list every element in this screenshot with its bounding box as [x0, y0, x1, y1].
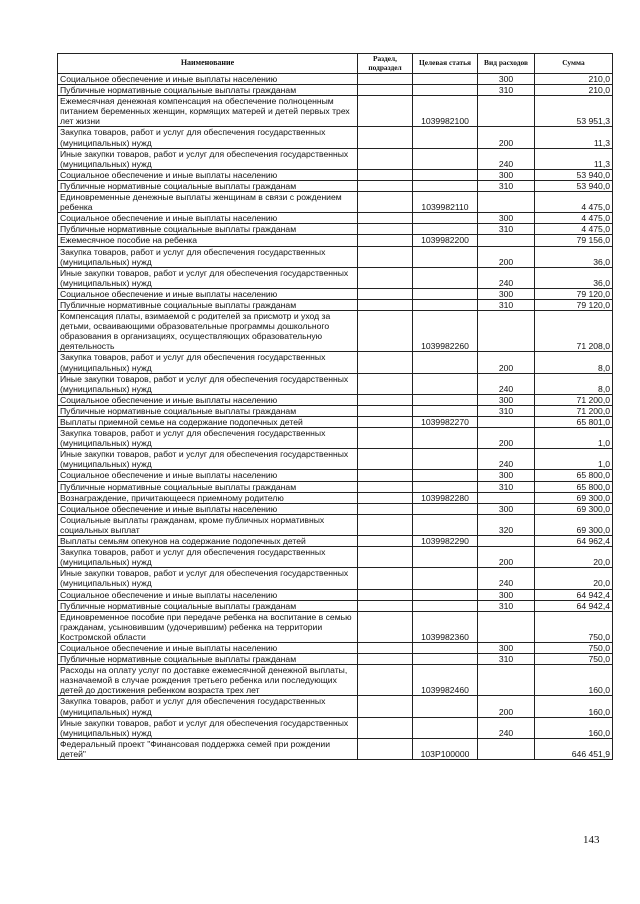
- cell-sum: 69 300,0: [535, 514, 613, 535]
- cell-target: [413, 246, 478, 267]
- cell-expense-type: 300: [478, 642, 535, 653]
- cell-expense-type: 300: [478, 288, 535, 299]
- cell-sum: 4 475,0: [535, 224, 613, 235]
- cell-sum: 65 800,0: [535, 481, 613, 492]
- cell-section: [358, 394, 413, 405]
- table-row: [58, 696, 613, 717]
- cell-name: Ежемесячная денежная компенсация на обеспечение полноценным питанием беременных женщин, кормящих матерей и детей первых трех лет жизни: [58, 96, 358, 127]
- cell-sum: 64 942,4: [535, 600, 613, 611]
- cell-expense-type: 310: [478, 481, 535, 492]
- table-row: [58, 589, 613, 600]
- cell-section: [358, 96, 413, 127]
- cell-expense-type: 310: [478, 299, 535, 310]
- cell-name: Закупка товаров, работ и услуг для обеспечения государственных (муниципальных) нужд: [58, 127, 358, 148]
- cell-sum: 1,0: [535, 428, 613, 449]
- cell-target: [413, 169, 478, 180]
- table-row: [58, 717, 613, 738]
- cell-section: [358, 299, 413, 310]
- cell-section: [358, 547, 413, 568]
- cell-expense-type: 300: [478, 589, 535, 600]
- cell-name: Иные закупки товаров, работ и услуг для обеспечения государственных (муниципальных) нужд: [58, 267, 358, 288]
- cell-section: [358, 611, 413, 642]
- table-row: [58, 394, 613, 405]
- table-row: [58, 288, 613, 299]
- cell-sum: 4 475,0: [535, 213, 613, 224]
- header-row: [58, 54, 613, 74]
- cell-target: [413, 568, 478, 589]
- table-row: [58, 267, 613, 288]
- cell-section: [358, 213, 413, 224]
- cell-sum: 79 120,0: [535, 288, 613, 299]
- table-row: [58, 148, 613, 169]
- cell-section: [358, 288, 413, 299]
- cell-expense-type: 300: [478, 169, 535, 180]
- cell-name: Закупка товаров, работ и услуг для обеспечения государственных (муниципальных) нужд: [58, 696, 358, 717]
- cell-section: [358, 470, 413, 481]
- cell-sum: 210,0: [535, 74, 613, 85]
- cell-expense-type: 300: [478, 394, 535, 405]
- table-row: [58, 405, 613, 416]
- cell-expense-type: 310: [478, 405, 535, 416]
- cell-section: [358, 169, 413, 180]
- cell-section: [358, 352, 413, 373]
- page-number: 143: [583, 834, 600, 846]
- table-row: [58, 470, 613, 481]
- cell-expense-type: 310: [478, 600, 535, 611]
- cell-target: [413, 213, 478, 224]
- cell-name: Вознаграждение, причитающееся приемному родителю: [58, 492, 358, 503]
- cell-target: 103P100000: [413, 738, 478, 759]
- cell-name: Компенсация платы, взимаемой с родителей за присмотр и уход за детьми, осваивающими образовательные программы дошкольного образования в организациях, осуществляющих образовательную деятельность: [58, 311, 358, 352]
- cell-expense-type: 240: [478, 373, 535, 394]
- header-section: Раздел, подраздел: [358, 54, 413, 74]
- cell-target: [413, 180, 478, 191]
- table-row: [58, 568, 613, 589]
- cell-target: [413, 642, 478, 653]
- cell-name: Публичные нормативные социальные выплаты гражданам: [58, 224, 358, 235]
- table-row: [58, 299, 613, 310]
- cell-name: Иные закупки товаров, работ и услуг для обеспечения государственных (муниципальных) нужд: [58, 148, 358, 169]
- cell-expense-type: 310: [478, 85, 535, 96]
- cell-target: [413, 288, 478, 299]
- cell-name: Иные закупки товаров, работ и услуг для обеспечения государственных (муниципальных) нужд: [58, 717, 358, 738]
- cell-name: Закупка товаров, работ и услуг для обеспечения государственных (муниципальных) нужд: [58, 246, 358, 267]
- cell-section: [358, 696, 413, 717]
- cell-name: Социальное обеспечение и иные выплаты населению: [58, 169, 358, 180]
- table-row: [58, 224, 613, 235]
- cell-target: [413, 428, 478, 449]
- cell-section: [358, 267, 413, 288]
- cell-sum: 750,0: [535, 611, 613, 642]
- cell-sum: 53 940,0: [535, 180, 613, 191]
- cell-name: Закупка товаров, работ и услуг для обеспечения государственных (муниципальных) нужд: [58, 352, 358, 373]
- cell-expense-type: [478, 492, 535, 503]
- cell-section: [358, 235, 413, 246]
- cell-section: [358, 417, 413, 428]
- cell-target: [413, 405, 478, 416]
- cell-name: Социальное обеспечение и иные выплаты населению: [58, 213, 358, 224]
- cell-section: [358, 148, 413, 169]
- cell-expense-type: 300: [478, 74, 535, 85]
- cell-name: Социальное обеспечение и иные выплаты населению: [58, 288, 358, 299]
- cell-name: Ежемесячное пособие на ребенка: [58, 235, 358, 246]
- cell-sum: 71 208,0: [535, 311, 613, 352]
- cell-section: [358, 642, 413, 653]
- cell-target: [413, 449, 478, 470]
- cell-section: [358, 180, 413, 191]
- cell-expense-type: 300: [478, 213, 535, 224]
- cell-name: Иные закупки товаров, работ и услуг для обеспечения государственных (муниципальных) нужд: [58, 373, 358, 394]
- cell-name: Единовременные денежные выплаты женщинам в связи с рождением ребенка: [58, 192, 358, 213]
- table-header: [58, 54, 613, 74]
- cell-expense-type: 320: [478, 514, 535, 535]
- cell-sum: 64 962,4: [535, 536, 613, 547]
- cell-sum: 20,0: [535, 568, 613, 589]
- cell-target: [413, 600, 478, 611]
- cell-target: [413, 373, 478, 394]
- cell-name: Публичные нормативные социальные выплаты гражданам: [58, 600, 358, 611]
- table-row: [58, 449, 613, 470]
- cell-sum: 646 451,9: [535, 738, 613, 759]
- cell-target: 1039982270: [413, 417, 478, 428]
- cell-target: [413, 470, 478, 481]
- cell-section: [358, 85, 413, 96]
- table-row: [58, 85, 613, 96]
- table-row: [58, 536, 613, 547]
- cell-target: 1039982200: [413, 235, 478, 246]
- cell-expense-type: 240: [478, 568, 535, 589]
- table-body: [58, 74, 613, 760]
- cell-section: [358, 536, 413, 547]
- cell-expense-type: 310: [478, 180, 535, 191]
- cell-expense-type: [478, 235, 535, 246]
- cell-name: Публичные нормативные социальные выплаты гражданам: [58, 481, 358, 492]
- cell-expense-type: [478, 665, 535, 696]
- cell-expense-type: 300: [478, 470, 535, 481]
- cell-target: [413, 352, 478, 373]
- cell-sum: 64 942,4: [535, 589, 613, 600]
- cell-section: [358, 589, 413, 600]
- cell-name: Единовременное пособие при передаче ребенка на воспитание в семью гражданам, усыновившим (удочерившим) ребенка на территории Костромской области: [58, 611, 358, 642]
- cell-name: Закупка товаров, работ и услуг для обеспечения государственных (муниципальных) нужд: [58, 428, 358, 449]
- cell-expense-type: [478, 611, 535, 642]
- cell-expense-type: [478, 738, 535, 759]
- table-row: [58, 311, 613, 352]
- table-row: [58, 213, 613, 224]
- cell-target: 1039982280: [413, 492, 478, 503]
- cell-section: [358, 74, 413, 85]
- cell-name: Публичные нормативные социальные выплаты гражданам: [58, 654, 358, 665]
- cell-name: Публичные нормативные социальные выплаты гражданам: [58, 405, 358, 416]
- cell-name: Выплаты семьям опекунов на содержание подопечных детей: [58, 536, 358, 547]
- cell-name: Расходы на оплату услуг по доставке ежемесячной денежной выплаты, назначаемой в случае рождения третьего ребенка или последующих детей до достижения ребенком возраста трех лет: [58, 665, 358, 696]
- header-expense-type: Вид расходов: [478, 54, 535, 74]
- cell-sum: 65 800,0: [535, 470, 613, 481]
- cell-section: [358, 481, 413, 492]
- table-row: [58, 235, 613, 246]
- table-row: [58, 611, 613, 642]
- cell-sum: 750,0: [535, 654, 613, 665]
- cell-section: [358, 514, 413, 535]
- cell-name: Социальное обеспечение и иные выплаты населению: [58, 74, 358, 85]
- cell-target: 1039982290: [413, 536, 478, 547]
- cell-name: Социальное обеспечение и иные выплаты населению: [58, 503, 358, 514]
- cell-name: Иные закупки товаров, работ и услуг для обеспечения государственных (муниципальных) нужд: [58, 449, 358, 470]
- cell-expense-type: 200: [478, 696, 535, 717]
- cell-target: [413, 148, 478, 169]
- cell-expense-type: 300: [478, 503, 535, 514]
- cell-target: [413, 299, 478, 310]
- table-row: [58, 428, 613, 449]
- cell-section: [358, 717, 413, 738]
- cell-expense-type: 200: [478, 547, 535, 568]
- cell-sum: 53 951,3: [535, 96, 613, 127]
- cell-sum: 53 940,0: [535, 169, 613, 180]
- cell-expense-type: 200: [478, 246, 535, 267]
- cell-sum: 36,0: [535, 267, 613, 288]
- table-row: [58, 738, 613, 759]
- cell-sum: 160,0: [535, 696, 613, 717]
- table-row: [58, 654, 613, 665]
- header-target: Целевая статья: [413, 54, 478, 74]
- cell-section: [358, 224, 413, 235]
- table-row: [58, 665, 613, 696]
- cell-section: [358, 492, 413, 503]
- cell-name: Закупка товаров, работ и услуг для обеспечения государственных (муниципальных) нужд: [58, 547, 358, 568]
- cell-target: [413, 127, 478, 148]
- cell-name: Публичные нормативные социальные выплаты гражданам: [58, 180, 358, 191]
- cell-sum: 8,0: [535, 352, 613, 373]
- cell-section: [358, 665, 413, 696]
- cell-sum: 210,0: [535, 85, 613, 96]
- cell-expense-type: 200: [478, 127, 535, 148]
- cell-sum: 71 200,0: [535, 394, 613, 405]
- budget-table: [57, 53, 613, 760]
- table-row: [58, 514, 613, 535]
- cell-name: Социальное обеспечение и иные выплаты населению: [58, 470, 358, 481]
- cell-target: 1039982460: [413, 665, 478, 696]
- cell-expense-type: [478, 311, 535, 352]
- cell-sum: 71 200,0: [535, 405, 613, 416]
- cell-sum: 11,3: [535, 127, 613, 148]
- cell-target: [413, 654, 478, 665]
- cell-name: Публичные нормативные социальные выплаты гражданам: [58, 299, 358, 310]
- cell-name: Иные закупки товаров, работ и услуг для обеспечения государственных (муниципальных) нужд: [58, 568, 358, 589]
- cell-target: [413, 85, 478, 96]
- cell-target: [413, 267, 478, 288]
- table-row: [58, 180, 613, 191]
- cell-target: 1039982100: [413, 96, 478, 127]
- cell-target: [413, 696, 478, 717]
- cell-sum: 4 475,0: [535, 192, 613, 213]
- table-row: [58, 246, 613, 267]
- cell-section: [358, 738, 413, 759]
- table-row: [58, 503, 613, 514]
- cell-name: Выплаты приемной семье на содержание подопечных детей: [58, 417, 358, 428]
- cell-target: [413, 481, 478, 492]
- cell-sum: 20,0: [535, 547, 613, 568]
- cell-section: [358, 600, 413, 611]
- cell-section: [358, 246, 413, 267]
- cell-section: [358, 654, 413, 665]
- cell-name: Социальное обеспечение и иные выплаты населению: [58, 642, 358, 653]
- cell-section: [358, 428, 413, 449]
- cell-expense-type: 310: [478, 224, 535, 235]
- header-name: Наименование: [58, 54, 358, 74]
- cell-target: [413, 74, 478, 85]
- cell-target: 1039982360: [413, 611, 478, 642]
- cell-sum: 79 120,0: [535, 299, 613, 310]
- cell-section: [358, 311, 413, 352]
- cell-expense-type: [478, 417, 535, 428]
- cell-expense-type: [478, 192, 535, 213]
- table-row: [58, 127, 613, 148]
- table-row: [58, 642, 613, 653]
- cell-sum: 69 300,0: [535, 503, 613, 514]
- cell-target: [413, 394, 478, 405]
- cell-section: [358, 449, 413, 470]
- header-sum: Сумма: [535, 54, 613, 74]
- table-row: [58, 547, 613, 568]
- table-row: [58, 600, 613, 611]
- cell-expense-type: 240: [478, 267, 535, 288]
- cell-section: [358, 405, 413, 416]
- cell-name: Социальное обеспечение и иные выплаты населению: [58, 589, 358, 600]
- cell-section: [358, 503, 413, 514]
- cell-sum: 65 801,0: [535, 417, 613, 428]
- cell-target: [413, 503, 478, 514]
- cell-target: [413, 717, 478, 738]
- cell-name: Социальные выплаты гражданам, кроме публичных нормативных социальных выплат: [58, 514, 358, 535]
- cell-expense-type: [478, 536, 535, 547]
- table-row: [58, 352, 613, 373]
- cell-name: Социальное обеспечение и иные выплаты населению: [58, 394, 358, 405]
- cell-target: 1039982110: [413, 192, 478, 213]
- table-row: [58, 481, 613, 492]
- cell-sum: 160,0: [535, 717, 613, 738]
- table-row: [58, 373, 613, 394]
- cell-sum: 11,3: [535, 148, 613, 169]
- cell-name: Федеральный проект "Финансовая поддержка семей при рождении детей": [58, 738, 358, 759]
- cell-target: 1039982260: [413, 311, 478, 352]
- cell-section: [358, 373, 413, 394]
- cell-sum: 750,0: [535, 642, 613, 653]
- cell-expense-type: 240: [478, 449, 535, 470]
- table-row: [58, 74, 613, 85]
- cell-section: [358, 127, 413, 148]
- table-row: [58, 96, 613, 127]
- cell-sum: 8,0: [535, 373, 613, 394]
- table-row: [58, 169, 613, 180]
- table-row: [58, 417, 613, 428]
- cell-expense-type: [478, 96, 535, 127]
- cell-expense-type: 200: [478, 352, 535, 373]
- cell-name: Публичные нормативные социальные выплаты гражданам: [58, 85, 358, 96]
- cell-sum: 69 300,0: [535, 492, 613, 503]
- cell-sum: 160,0: [535, 665, 613, 696]
- cell-target: [413, 547, 478, 568]
- cell-expense-type: 310: [478, 654, 535, 665]
- cell-section: [358, 568, 413, 589]
- cell-expense-type: 240: [478, 148, 535, 169]
- cell-sum: 36,0: [535, 246, 613, 267]
- cell-sum: 1,0: [535, 449, 613, 470]
- cell-section: [358, 192, 413, 213]
- cell-target: [413, 224, 478, 235]
- table-row: [58, 492, 613, 503]
- cell-expense-type: 200: [478, 428, 535, 449]
- cell-target: [413, 589, 478, 600]
- cell-expense-type: 240: [478, 717, 535, 738]
- table-row: [58, 192, 613, 213]
- cell-target: [413, 514, 478, 535]
- cell-sum: 79 156,0: [535, 235, 613, 246]
